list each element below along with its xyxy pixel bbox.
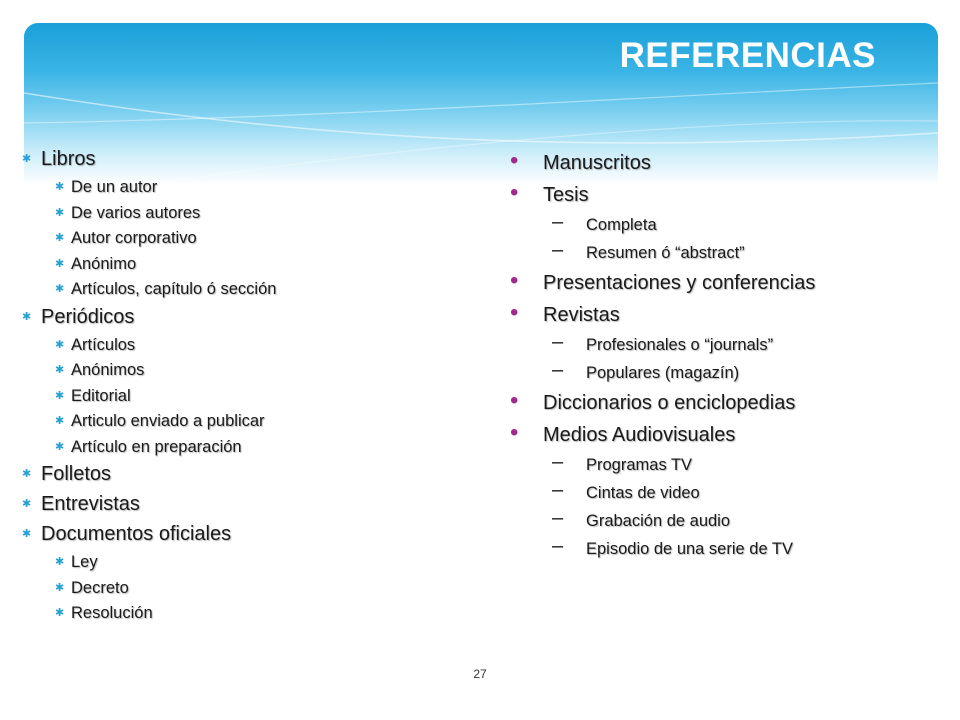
dash-bullet-icon: – (552, 239, 564, 261)
asterisk-bullet-icon: ✱ (55, 257, 65, 270)
sub-item (510, 507, 940, 538)
left-item-folletos (22, 461, 453, 491)
sub-item-label: Grabación de audio (586, 512, 731, 530)
dot-bullet-icon: • (510, 419, 519, 446)
item-label: Medios Audiovisuales (543, 424, 736, 446)
sub-item-label: De un autor (71, 178, 158, 196)
right-reference-list (510, 147, 940, 566)
asterisk-bullet-icon: ✱ (55, 338, 65, 351)
sub-item-label: Anónimo (71, 254, 137, 273)
left-item-documentos-oficiales (22, 521, 453, 551)
sub-item (33, 253, 453, 279)
dot-bullet-icon: • (510, 267, 519, 294)
sub-item (510, 211, 940, 242)
item-label: Diccionarios o enciclopedias (543, 392, 796, 414)
slide-title: REFERENCIAS (619, 36, 876, 75)
item-label: Tesis (543, 184, 589, 206)
asterisk-bullet-icon: ✱ (55, 206, 65, 219)
sub-item-label: Populares (magazín) (586, 364, 740, 382)
right-item-presentaciones (510, 267, 940, 302)
right-item-tesis (510, 179, 940, 214)
sub-item-label: Artículos (71, 335, 136, 354)
dash-bullet-icon: – (552, 535, 564, 557)
dot-bullet-icon: • (510, 179, 519, 206)
left-item-entrevistas (22, 491, 453, 521)
sub-item (33, 551, 453, 577)
sub-item (33, 202, 453, 228)
item-label: Presentaciones y conferencias (543, 272, 816, 294)
sub-item-label: Episodio de una serie de TV (586, 540, 793, 558)
dot-bullet-icon: • (510, 147, 519, 174)
sub-item-label: Editorial (71, 386, 131, 405)
sub-item-label: Profesionales o “journals” (586, 336, 774, 354)
left-item-periodicos (22, 304, 453, 334)
item-label: Documentos oficiales (41, 523, 232, 545)
sub-item (33, 410, 453, 436)
sub-item (33, 602, 453, 628)
dash-bullet-icon: – (552, 479, 564, 501)
sub-item (33, 577, 453, 603)
sub-item-label: Ley (71, 553, 98, 571)
asterisk-bullet-icon: ✱ (55, 581, 65, 594)
dash-bullet-icon: – (552, 507, 564, 529)
sub-item-label: Resolución (71, 604, 153, 622)
right-item-medios-audiovisuales (510, 419, 940, 454)
dash-bullet-icon: – (552, 451, 564, 473)
sub-item (33, 385, 453, 411)
sub-item-label: Decreto (71, 578, 129, 597)
item-label: Entrevistas (41, 493, 140, 515)
item-label: Folletos (41, 463, 112, 485)
page-number: 27 (473, 667, 487, 681)
dash-bullet-icon: – (552, 359, 564, 381)
dash-bullet-icon: – (552, 331, 564, 353)
sub-item (510, 479, 940, 510)
asterisk-bullet-icon: ✱ (55, 232, 65, 244)
sub-item (33, 176, 453, 202)
asterisk-bullet-icon: ✱ (55, 556, 65, 568)
sub-item-label: Autor corporativo (71, 229, 197, 247)
sub-item-label: De varios autores (71, 203, 201, 222)
dot-bullet-icon: • (510, 299, 519, 326)
sub-item (33, 334, 453, 360)
right-item-manuscritos (510, 147, 940, 182)
sub-item-label: Resumen ó “abstract” (586, 244, 745, 262)
sub-item-label: Articulo enviado a publicar (71, 412, 265, 430)
sub-item (33, 227, 453, 253)
item-label: Periódicos (41, 305, 135, 328)
asterisk-bullet-icon: ✱ (22, 153, 32, 165)
sub-item (510, 535, 940, 566)
item-label: Libros (41, 148, 96, 170)
asterisk-bullet-icon: ✱ (22, 498, 32, 510)
sub-item-label: Artículo en preparación (71, 437, 242, 456)
sub-item-label: Cintas de video (586, 484, 700, 502)
dot-bullet-icon: • (510, 387, 519, 414)
sub-item (510, 451, 940, 482)
right-item-revistas (510, 299, 940, 334)
sub-item-label: Artículos, capítulo ó sección (71, 280, 277, 298)
asterisk-bullet-icon: ✱ (22, 528, 32, 540)
item-label: Revistas (543, 304, 620, 326)
sub-item (33, 359, 453, 385)
asterisk-bullet-icon: ✱ (55, 181, 65, 193)
sub-item-label: Programas TV (586, 456, 693, 474)
asterisk-bullet-icon: ✱ (22, 310, 32, 323)
asterisk-bullet-icon: ✱ (55, 389, 65, 402)
item-label: Manuscritos (543, 152, 651, 174)
asterisk-bullet-icon: ✱ (22, 468, 32, 480)
sub-item-label: Completa (586, 216, 657, 234)
right-item-diccionarios (510, 387, 940, 422)
dash-bullet-icon: – (552, 211, 564, 233)
left-reference-list (22, 146, 453, 628)
asterisk-bullet-icon: ✱ (55, 415, 65, 427)
asterisk-bullet-icon: ✱ (55, 283, 65, 295)
sub-item (33, 436, 453, 462)
sub-item (33, 278, 453, 304)
asterisk-bullet-icon: ✱ (55, 440, 65, 453)
sub-item (510, 359, 940, 390)
sub-item (510, 239, 940, 270)
left-item-libros (22, 146, 453, 176)
asterisk-bullet-icon: ✱ (55, 364, 65, 376)
asterisk-bullet-icon: ✱ (55, 607, 65, 619)
sub-item (510, 331, 940, 362)
sub-item-label: Anónimos (71, 361, 145, 379)
